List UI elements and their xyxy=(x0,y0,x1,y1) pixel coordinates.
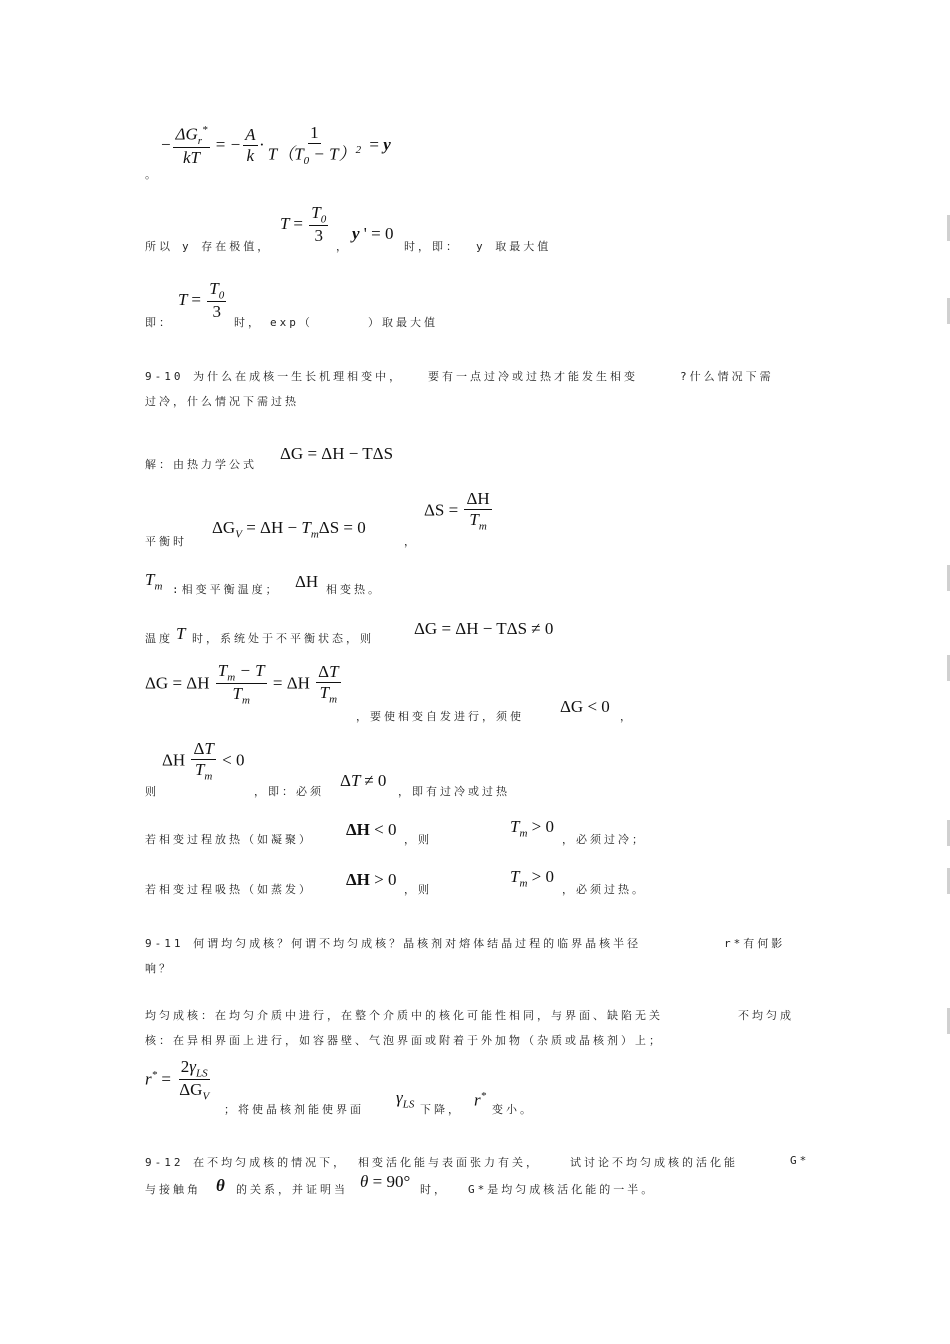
line-9-end: ， xyxy=(620,710,634,723)
question-9-12-c: 试讨论不均匀成核的活化能 xyxy=(570,1156,738,1169)
line-7-b: 相变热。 xyxy=(326,583,382,596)
equation-delta-S: ΔS = $\frac{\Delta H}{T_m}$ xyxy=(424,489,490,533)
line-2-c: ， xyxy=(336,240,350,253)
question-9-12-e: 与接触角 xyxy=(145,1183,201,1196)
line-2-e: y 取最大值 xyxy=(476,240,552,253)
symbol-theta: θ xyxy=(216,1176,225,1195)
question-9-11-c: 响？ xyxy=(145,962,173,975)
equation-T-T0-over-3-b: T = $\frac{T_0}{3}$ xyxy=(178,279,225,322)
question-9-10-b: 要有一点过冷或过热才能发生相变 xyxy=(428,370,638,383)
line-3-b: 时， xyxy=(234,316,262,329)
line-2-a: 所以 xyxy=(145,240,173,253)
question-9-12-b: 相变活化能与表面张力有关， xyxy=(358,1156,540,1169)
question-9-11-a: 9-11 何谓均匀成核？何谓不均匀成核？晶核剂对熔体结晶过程的临界晶核半径 xyxy=(145,937,642,950)
answer-9-11-d: ；将使晶核剂能使界面 xyxy=(224,1103,364,1116)
line-8-b: 时，系统处于不平衡状态，则 xyxy=(192,632,374,645)
line-11-b: ，则 xyxy=(404,833,432,846)
equation-equilibrium: $\Delta G_V = \Delta H - T_m\Delta S = 0$ xyxy=(212,518,366,541)
answer-9-11-e: 下降， xyxy=(420,1103,462,1116)
line-12-c: ，必须过热。 xyxy=(562,883,646,896)
line-9: ，要使相变自发进行，须使 xyxy=(356,710,524,723)
question-9-12-d: G* xyxy=(790,1154,810,1167)
equation-delta-T-nonzero: ΔT ≠ 0 xyxy=(340,771,387,790)
question-9-10-d: 过冷，什么情况下需过热 xyxy=(145,395,299,408)
equation-delta-H-negative: ΔH < 0 xyxy=(346,820,397,839)
symbol-T: T xyxy=(176,624,186,643)
question-9-12-f: 的关系，并证明当 xyxy=(236,1183,348,1196)
question-9-12-a: 9-12 在不均匀成核的情况下， xyxy=(145,1156,348,1169)
equation-y-prime-zero: y ' = 0 xyxy=(352,224,394,243)
line-2-d: 时，即： xyxy=(404,240,460,253)
symbol-delta-H: ΔH xyxy=(295,572,319,591)
equation-condition: ΔH $\frac{\Delta T}{T_m}$ < 0 xyxy=(162,739,245,783)
question-9-12-h: G*是均匀成核活化能的一半。 xyxy=(468,1183,656,1196)
answer-9-11-c: 核：在异相界面上进行，如容器壁、气泡界面或附着于外加物（杂质或晶核剂）上； xyxy=(145,1034,663,1047)
equation-T-T0-over-3: T = $\frac{T_0}{3}$ xyxy=(280,203,327,246)
equation-Tm-positive-a: $T_m > 0$ xyxy=(510,817,555,840)
line-11-c: ，必须过冷； xyxy=(562,833,646,846)
line-12-b: ，则 xyxy=(404,883,432,896)
line-2-b: y 存在极值， xyxy=(182,240,272,253)
line-10-b: ，即：必须 xyxy=(254,785,324,798)
question-9-10-a: 9-10 为什么在成核一生长机理相变中， xyxy=(145,370,404,383)
answer-9-11-b: 不均匀成 xyxy=(738,1009,794,1022)
symbol-r-star: r* xyxy=(474,1090,487,1110)
line-1-prefix: 。 xyxy=(145,168,159,181)
line-6-a: 平衡时 xyxy=(145,535,187,548)
line-3-c: exp（ xyxy=(270,316,313,329)
equation-theta-90: θ = 90° xyxy=(360,1172,411,1191)
question-9-12-g: 时， xyxy=(420,1183,448,1196)
answer-9-11-a: 均匀成核：在均匀介质中进行，在整个介质中的核化可能性相同，与界面、缺陷无关 xyxy=(145,1009,663,1022)
equation-delta-H-positive: ΔH > 0 xyxy=(346,870,397,889)
line-10-a: 则 xyxy=(145,785,159,798)
equation-gibbs: ΔG = ΔH − TΔS xyxy=(280,444,394,463)
equation-delta-G-negative: ΔG < 0 xyxy=(560,697,610,716)
answer-9-11-f: 变小。 xyxy=(492,1103,534,1116)
symbol-gamma-LS: $\gamma_{LS}$ xyxy=(396,1088,415,1111)
symbol-Tm: $T_m$ xyxy=(145,570,163,593)
line-8-a: 温度 xyxy=(145,632,173,645)
equation-y: − $\frac{\Delta G_r^*}{kT}$ = − $\frac{A}{k}$ · $\frac{1}{T(T_0 - T)^2}$ = y xyxy=(160,123,391,168)
line-10-c: ，即有过冷或过热 xyxy=(398,785,510,798)
equation-nonequilibrium: ΔG = ΔH − TΔS ≠ 0 xyxy=(414,619,554,638)
line-6-b: ， xyxy=(404,535,418,548)
equation-Tm-positive-b: $T_m > 0$ xyxy=(510,867,555,890)
question-9-11-b: r*有何影 xyxy=(724,937,786,950)
line-11-a: 若相变过程放热（如凝聚） xyxy=(145,833,313,846)
question-9-10-c: ?什么情况下需 xyxy=(680,370,774,383)
line-12-a: 若相变过程吸热（如蒸发） xyxy=(145,883,313,896)
equation-delta-G-expansion: ΔG = ΔH $\frac{T_m - T}{T_m}$ = ΔH $\frac{\Delta T}{T_m}$ xyxy=(145,661,339,707)
line-3-a: 即： xyxy=(145,316,173,329)
equation-critical-radius: r* = $\frac{2\gamma_{LS}}{\Delta G_V}$ xyxy=(145,1057,210,1103)
line-3-d: ）取最大值 xyxy=(368,316,438,329)
line-7-a: :相变平衡温度； xyxy=(172,583,280,596)
line-5: 解：由热力学公式 xyxy=(145,458,257,471)
